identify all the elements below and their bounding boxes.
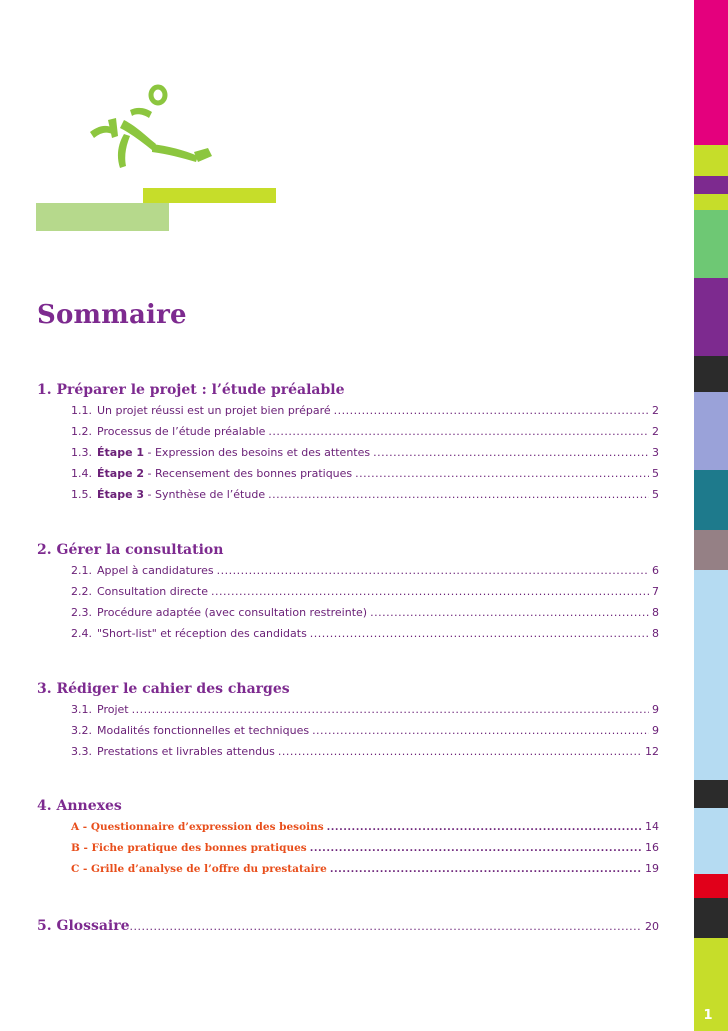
logo-leg-back xyxy=(118,134,130,168)
dot-leader xyxy=(330,859,642,880)
section-heading: 4. Annexes xyxy=(37,798,122,814)
entry-number: 1.2. xyxy=(71,425,92,438)
section-heading: 5. Glossaire xyxy=(37,918,130,934)
dot-leader xyxy=(310,623,649,644)
section-heading: 2. Gérer la consultation xyxy=(37,542,224,558)
entry-page: 3 xyxy=(652,446,659,459)
entry-number: 3.2. xyxy=(71,724,92,737)
toc-section-3 xyxy=(37,679,659,762)
entry-text: Un projet réussi est un projet bien préparé xyxy=(97,404,331,417)
entry-page: 2 xyxy=(652,404,659,417)
strip-segment xyxy=(694,0,728,145)
toc-entry[interactable] xyxy=(71,699,659,720)
dot-leader xyxy=(217,560,649,581)
entry-step: Étape 3 xyxy=(97,488,145,501)
entry-text: Modalités fonctionnelles et techniques xyxy=(97,724,310,737)
toc-entry[interactable] xyxy=(71,581,659,602)
entry-number: 1.1. xyxy=(71,404,92,417)
toc-entry[interactable] xyxy=(71,484,659,505)
glossary-entry[interactable] xyxy=(37,915,659,937)
strip-segment xyxy=(694,392,728,470)
dot-leader xyxy=(310,838,642,859)
toc-entry[interactable] xyxy=(71,400,659,421)
entry-text: Prestations et livrables attendus xyxy=(97,745,275,758)
strip-segment xyxy=(694,145,728,176)
entry-step: Étape 1 xyxy=(97,446,145,459)
entry-number: 2.1. xyxy=(71,564,92,577)
entry-text: Consultation directe xyxy=(97,585,208,598)
entry-text: A - Questionnaire d’expression des besoins xyxy=(71,821,324,833)
entry-page: 5 xyxy=(652,488,659,501)
entry-page: 8 xyxy=(652,606,659,619)
entry-text: B - Fiche pratique des bonnes pratiques xyxy=(71,842,307,854)
entry-page: 7 xyxy=(652,585,659,598)
dot-leader xyxy=(278,741,642,762)
entry-page: 20 xyxy=(645,920,659,933)
entry-page: 9 xyxy=(652,724,659,737)
entry-text: Processus de l’étude préalable xyxy=(97,425,266,438)
leaping-figure-logo xyxy=(86,82,216,182)
toc-section-5 xyxy=(37,915,659,937)
toc-entry[interactable] xyxy=(71,623,659,644)
strip-segment xyxy=(694,808,728,874)
strip-segment xyxy=(694,874,728,898)
entry-text: - Expression des besoins et des attentes xyxy=(144,446,371,459)
strip-segment xyxy=(694,470,728,530)
right-color-strip xyxy=(694,0,728,1031)
entry-number: 3.1. xyxy=(71,703,92,716)
section-heading: 1. Préparer le projet : l’étude préalable xyxy=(37,382,345,398)
entry-text: C - Grille d’analyse de l’offre du prestataire xyxy=(71,863,327,875)
entry-step: Étape 2 xyxy=(97,467,145,480)
entry-number: 1.3. xyxy=(71,446,92,459)
entry-number: 1.4. xyxy=(71,467,92,480)
dot-leader xyxy=(334,400,649,421)
toc-section-1 xyxy=(37,380,659,505)
entry-page: 12 xyxy=(645,745,659,758)
strip-segment xyxy=(694,898,728,938)
strip-segment xyxy=(694,780,728,808)
toc-entry[interactable] xyxy=(71,741,659,762)
entry-text: - Synthèse de l’étude xyxy=(144,488,266,501)
annex-entry-b[interactable] xyxy=(71,837,659,858)
strip-segment xyxy=(694,194,728,210)
toc-entry[interactable] xyxy=(71,463,659,484)
entry-page: 2 xyxy=(652,425,659,438)
entry-page: 6 xyxy=(652,564,659,577)
entry-text: Procédure adaptée (avec consultation restreinte) xyxy=(97,606,368,619)
dot-leader xyxy=(132,699,649,720)
logo-left-arm xyxy=(90,126,113,138)
dot-leader xyxy=(268,421,649,442)
entry-number: 3.3. xyxy=(71,745,92,758)
logo-head xyxy=(151,87,165,103)
logo-leg-front xyxy=(152,144,198,162)
dot-leader xyxy=(327,817,642,838)
entry-page: 14 xyxy=(645,820,659,833)
entry-page: 9 xyxy=(652,703,659,716)
dot-leader xyxy=(268,484,649,505)
strip-segment xyxy=(694,278,728,356)
entry-number: 2.2. xyxy=(71,585,92,598)
toc-entry[interactable] xyxy=(71,602,659,623)
toc-entry[interactable] xyxy=(71,720,659,741)
toc-section-2 xyxy=(37,540,659,644)
entry-number: 2.3. xyxy=(71,606,92,619)
entry-text: - Recensement des bonnes pratiques xyxy=(144,467,353,480)
strip-segment xyxy=(694,210,728,278)
dot-leader xyxy=(370,602,649,623)
page-number: 1 xyxy=(703,1008,713,1023)
toc-entry[interactable] xyxy=(71,421,659,442)
lime-header-block xyxy=(143,188,276,203)
entry-page: 8 xyxy=(652,627,659,640)
entry-number: 1.5. xyxy=(71,488,92,501)
logo-right-arm xyxy=(130,108,152,118)
dot-leader xyxy=(373,442,649,463)
annex-entry-c[interactable] xyxy=(71,858,659,879)
strip-segment xyxy=(694,570,728,780)
entry-text: Projet xyxy=(97,703,129,716)
dot-leader xyxy=(355,463,649,484)
strip-segment xyxy=(694,356,728,392)
strip-segment xyxy=(694,176,728,194)
page-title: Sommaire xyxy=(37,300,187,330)
toc-entry[interactable] xyxy=(71,442,659,463)
entry-page: 16 xyxy=(645,841,659,854)
dot-leader xyxy=(130,916,642,938)
entry-number: 2.4. xyxy=(71,627,92,640)
entry-text: Appel à candidatures xyxy=(97,564,214,577)
toc-entry[interactable] xyxy=(71,560,659,581)
light-green-header-block xyxy=(36,203,169,231)
annex-entry-a[interactable] xyxy=(71,816,659,837)
entry-page: 19 xyxy=(645,862,659,875)
entry-text: "Short-list" et réception des candidats xyxy=(97,627,307,640)
toc-section-4 xyxy=(37,796,659,879)
strip-segment xyxy=(694,530,728,570)
dot-leader xyxy=(312,720,649,741)
entry-page: 5 xyxy=(652,467,659,480)
dot-leader xyxy=(211,581,649,602)
section-heading: 3. Rédiger le cahier des charges xyxy=(37,681,290,697)
